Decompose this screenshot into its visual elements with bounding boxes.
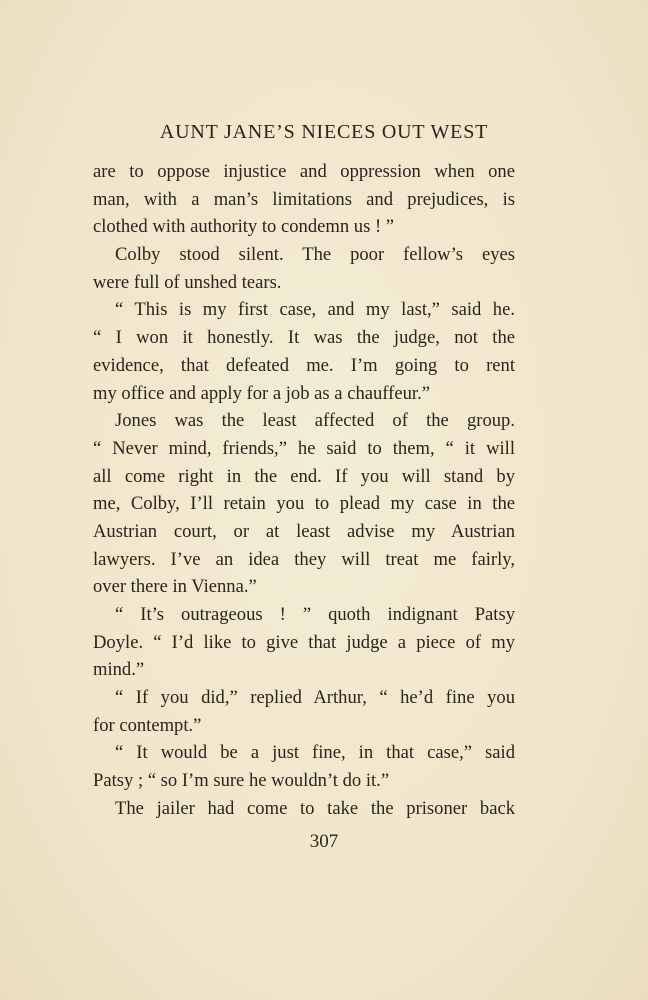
page-number: 307: [309, 831, 339, 852]
text-line: The jailer had come to take the prisoner back: [115, 797, 515, 819]
text-line: me, Colby, I’ll retain you to plead my case in the: [93, 493, 515, 515]
text-line: “ I won it honestly. It was the judge, not the: [93, 327, 515, 349]
text-line: were full of unshed tears.: [93, 271, 282, 293]
text-line: “ It would be a just fine, in that case,” said: [115, 742, 515, 764]
text-line: over there in Vienna.”: [93, 576, 257, 598]
text-line: for contempt.”: [93, 714, 202, 736]
text-line: are to oppose injustice and oppression when one: [93, 161, 515, 182]
text-line: man, with a man’s limitations and prejudices, is: [93, 188, 515, 210]
text-line: evidence, that defeated me. I’m going to rent: [93, 354, 515, 376]
text-line: Jones was the least affected of the group.: [115, 410, 515, 432]
text-line: “ It’s outrageous ! ” quoth indignant Patsy: [115, 604, 515, 625]
text-line: Patsy ; “ so I’m sure he wouldn’t do it.”: [93, 770, 390, 792]
running-head: AUNT JANE’S NIECES OUT WEST: [159, 121, 489, 143]
text-line: “ Never mind, friends,” he said to them, “ it will: [93, 437, 515, 459]
text-line: clothed with authority to condemn us ! ”: [93, 216, 395, 238]
text-line: lawyers. I’ve an idea they will treat me fairly,: [93, 548, 515, 570]
text-line: all come right in the end. If you will stand by: [93, 465, 515, 487]
text-line: “ If you did,” replied Arthur, “ he’d fine you: [115, 687, 515, 709]
text-line: “ This is my first case, and my last,” said he.: [115, 299, 515, 321]
text-line: my office and apply for a job as a chauffeur.”: [93, 382, 430, 404]
text-line: Austrian court, or at least advise my Austrian: [93, 520, 515, 542]
body-text: [93, 158, 515, 823]
text-line: Colby stood silent. The poor fellow’s eyes: [115, 244, 515, 266]
text-line: mind.”: [93, 659, 145, 681]
text-line: Doyle. “ I’d like to give that judge a piece of my: [93, 631, 515, 653]
